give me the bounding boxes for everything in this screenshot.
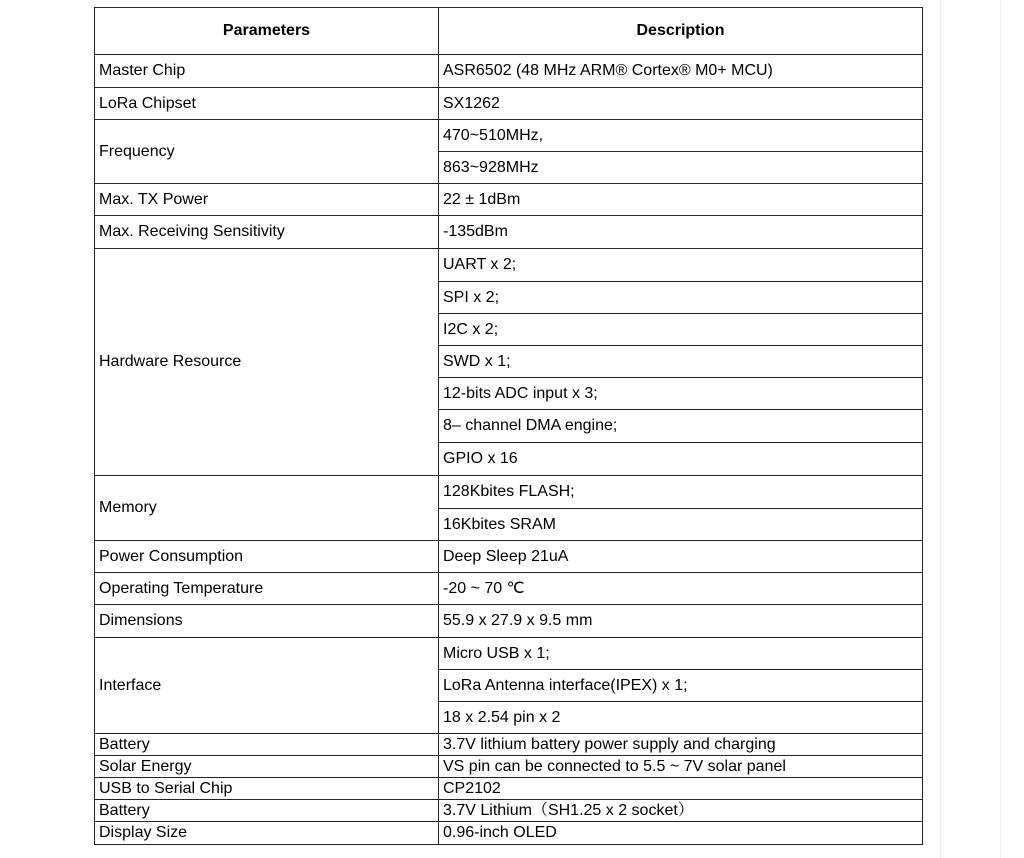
param-cell: Max. Receiving Sensitivity <box>95 216 439 249</box>
table-row <box>95 184 923 216</box>
table-row <box>95 573 923 605</box>
param-cell: Operating Temperature <box>95 573 439 605</box>
description-cell: Micro USB x 1; <box>439 638 923 670</box>
param-cell: LoRa Chipset <box>95 88 439 120</box>
description-cell: 18 x 2.54 pin x 2 <box>439 702 923 734</box>
param-cell: Hardware Resource <box>95 249 439 476</box>
param-cell: Master Chip <box>95 55 439 88</box>
table-row <box>95 822 923 845</box>
description-cell: -135dBm <box>439 216 923 249</box>
table-row <box>95 800 923 822</box>
description-cell: SWD x 1; <box>439 346 923 378</box>
description-cell: VS pin can be connected to 5.5 ~ 7V solar panel <box>439 756 923 778</box>
description-cell: I2C x 2; <box>439 314 923 346</box>
description-cell: 128Kbites FLASH; <box>439 476 923 509</box>
description-cell: 22 ± 1dBm <box>439 184 923 216</box>
description-cell: Deep Sleep 21uA <box>439 541 923 573</box>
param-cell: Max. TX Power <box>95 184 439 216</box>
header-description: Description <box>439 8 923 55</box>
param-cell: Display Size <box>95 822 439 845</box>
description-cell: SX1262 <box>439 88 923 120</box>
table-row <box>95 756 923 778</box>
description-cell: -20 ~ 70 ℃ <box>439 573 923 605</box>
header-parameters: Parameters <box>95 8 439 55</box>
param-cell: USB to Serial Chip <box>95 778 439 800</box>
table-row <box>95 638 923 670</box>
description-cell: UART x 2; <box>439 249 923 282</box>
header-row <box>95 8 923 55</box>
table-row <box>95 249 923 282</box>
table-row <box>95 541 923 573</box>
description-cell: SPI x 2; <box>439 282 923 314</box>
param-cell: Memory <box>95 476 439 541</box>
grid-line <box>940 0 941 858</box>
description-cell: 470~510MHz, <box>439 120 923 152</box>
description-cell: 3.7V lithium battery power supply and charging <box>439 734 923 756</box>
param-cell: Solar Energy <box>95 756 439 778</box>
table-row <box>95 734 923 756</box>
description-cell: GPIO x 16 <box>439 443 923 476</box>
description-cell: CP2102 <box>439 778 923 800</box>
description-cell: 12-bits ADC input x 3; <box>439 378 923 410</box>
description-cell: 3.7V Lithium（SH1.25 x 2 socket） <box>439 800 923 822</box>
grid-line <box>1000 0 1001 858</box>
table-row <box>95 605 923 638</box>
param-cell: Frequency <box>95 120 439 184</box>
spec-table <box>94 7 923 845</box>
table-row <box>95 778 923 800</box>
description-cell: 0.96-inch OLED <box>439 822 923 845</box>
param-cell: Battery <box>95 734 439 756</box>
description-cell: 8– channel DMA engine; <box>439 410 923 443</box>
description-cell: 55.9 x 27.9 x 9.5 mm <box>439 605 923 638</box>
table-row <box>95 88 923 120</box>
description-cell: ASR6502 (48 MHz ARM® Cortex® M0+ MCU) <box>439 55 923 88</box>
param-cell: Battery <box>95 800 439 822</box>
table-row <box>95 120 923 152</box>
param-cell: Power Consumption <box>95 541 439 573</box>
description-cell: LoRa Antenna interface(IPEX) x 1; <box>439 670 923 702</box>
table-row <box>95 216 923 249</box>
param-cell: Dimensions <box>95 605 439 638</box>
table-row <box>95 55 923 88</box>
table-row <box>95 476 923 509</box>
param-cell: Interface <box>95 638 439 734</box>
description-cell: 863~928MHz <box>439 152 923 184</box>
description-cell: 16Kbites SRAM <box>439 509 923 541</box>
